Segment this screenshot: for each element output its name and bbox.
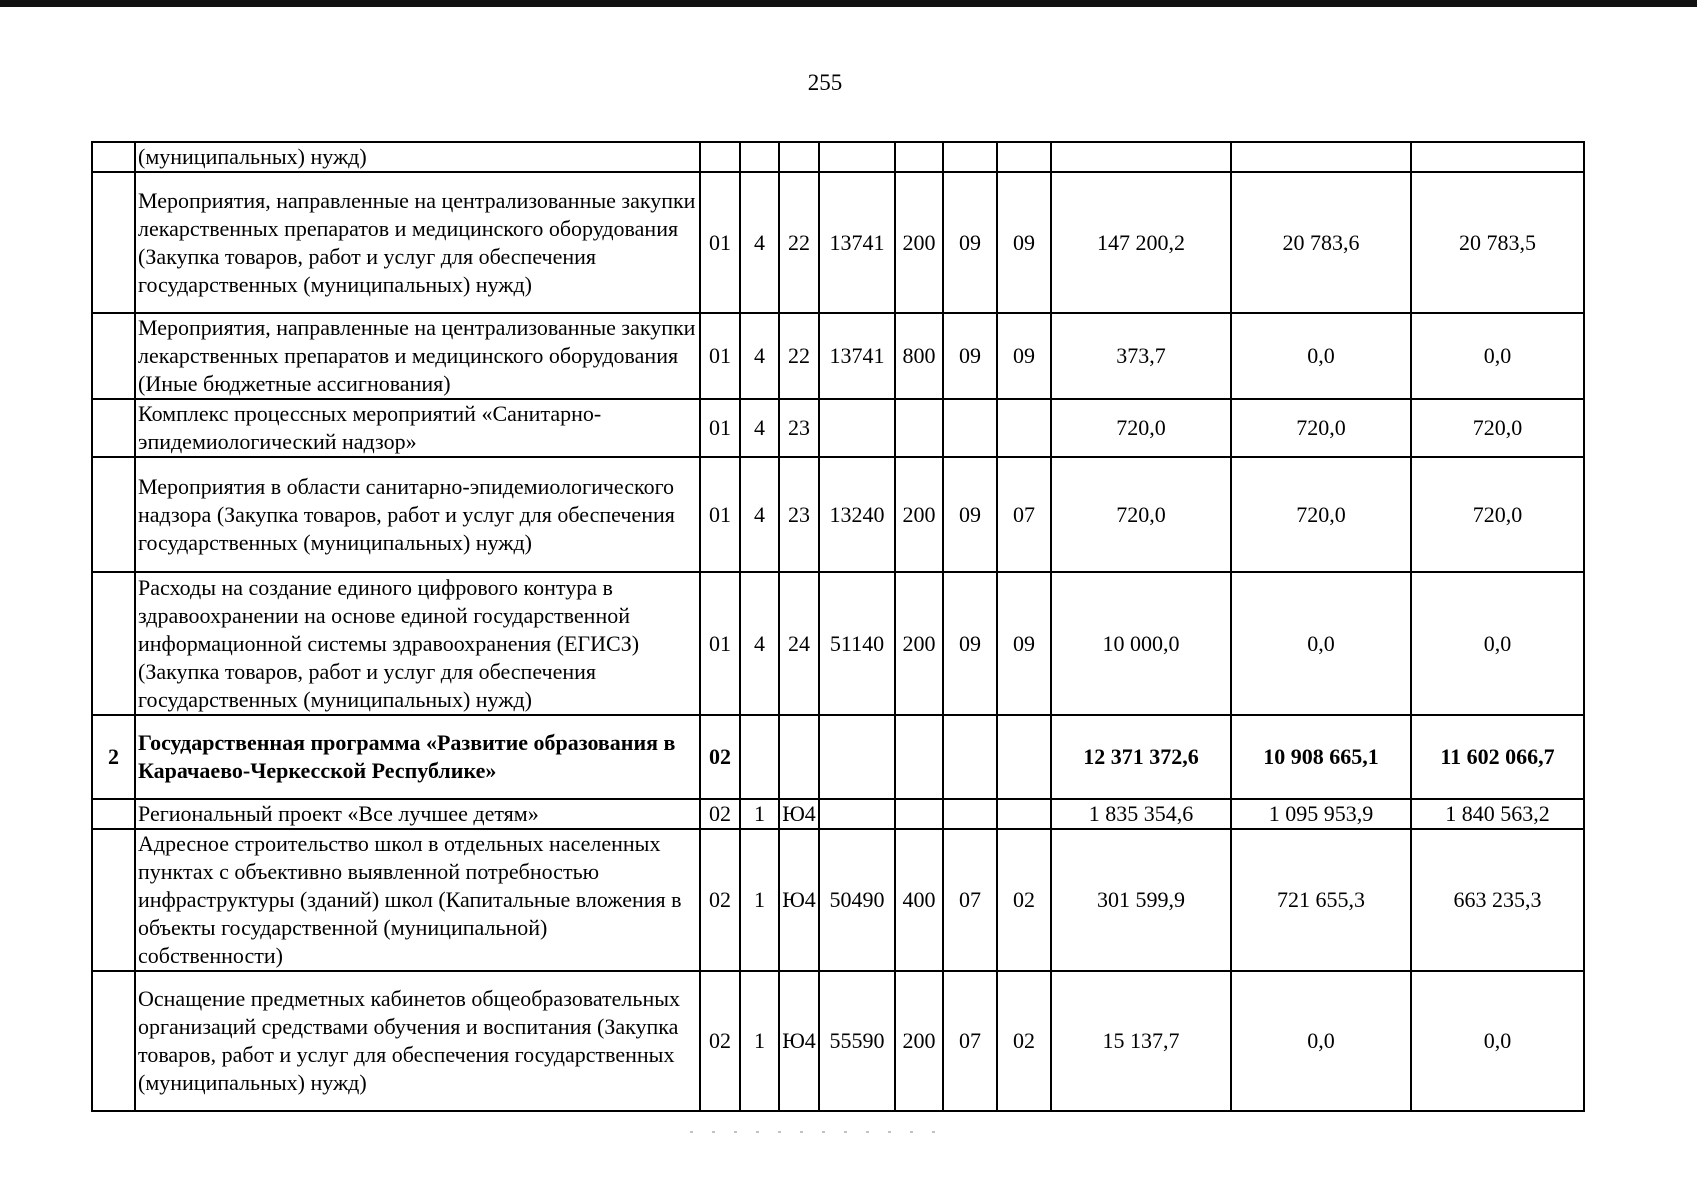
subprogram-code: 1	[740, 829, 779, 971]
subprogram-code: 1	[740, 799, 779, 829]
subsection-code	[997, 799, 1051, 829]
direction-code	[819, 715, 895, 799]
subsection-code: 02	[997, 971, 1051, 1111]
page-number: 255	[807, 70, 843, 95]
table-row	[92, 457, 1584, 572]
direction-code	[819, 799, 895, 829]
row-number	[92, 971, 135, 1111]
direction-code: 13240	[819, 457, 895, 572]
row-number	[92, 172, 135, 313]
scan-top-edge	[0, 0, 1697, 7]
expense-name: (муниципальных) нужд)	[135, 142, 700, 172]
amount-year-2: 10 908 665,1	[1231, 715, 1411, 799]
subprogram-code: 4	[740, 572, 779, 715]
structural-element-code: 22	[779, 172, 819, 313]
amount-year-2: 0,0	[1231, 971, 1411, 1111]
section-code	[943, 715, 997, 799]
direction-code: 50490	[819, 829, 895, 971]
expense-name: Расходы на создание единого цифрового контура в здравоохранении на основе единой государственной информационной системы здравоохранения (ЕГИСЗ) (Закупка товаров, работ и услуг для обеспечения государственных (муниципальных) нужд)	[135, 572, 700, 715]
table-row	[92, 715, 1584, 799]
subprogram-code: 1	[740, 971, 779, 1111]
row-number	[92, 799, 135, 829]
amount-year-3	[1411, 142, 1584, 172]
subprogram-code: 4	[740, 399, 779, 457]
amount-year-3: 720,0	[1411, 457, 1584, 572]
direction-code	[819, 399, 895, 457]
expense-name: Мероприятия в области санитарно-эпидемиологического надзора (Закупка товаров, работ и услуг для обеспечения государственных (муниципальных) нужд)	[135, 457, 700, 572]
section-code	[943, 799, 997, 829]
amount-year-1: 720,0	[1051, 457, 1231, 572]
amount-year-2	[1231, 142, 1411, 172]
program-code: 01	[700, 313, 740, 399]
amount-year-2: 720,0	[1231, 457, 1411, 572]
section-code: 09	[943, 572, 997, 715]
expense-name: Комплекс процессных мероприятий «Санитарно-эпидемиологический надзор»	[135, 399, 700, 457]
structural-element-code	[779, 142, 819, 172]
program-code: 02	[700, 715, 740, 799]
amount-year-2: 0,0	[1231, 572, 1411, 715]
amount-year-3: 663 235,3	[1411, 829, 1584, 971]
amount-year-3: 0,0	[1411, 971, 1584, 1111]
subsection-code: 09	[997, 572, 1051, 715]
expense-name: Региональный проект «Все лучшее детям»	[135, 799, 700, 829]
expense-name: Государственная программа «Развитие образования в Карачаево-Черкесской Республике»	[135, 715, 700, 799]
table-row	[92, 799, 1584, 829]
program-code: 01	[700, 572, 740, 715]
structural-element-code: 22	[779, 313, 819, 399]
structural-element-code: Ю4	[779, 971, 819, 1111]
table-row	[92, 829, 1584, 971]
budget-table	[91, 141, 1585, 1112]
row-number: 2	[92, 715, 135, 799]
section-code: 09	[943, 457, 997, 572]
subsection-code	[997, 142, 1051, 172]
table-row	[92, 142, 1584, 172]
structural-element-code: 23	[779, 457, 819, 572]
scan-noise	[690, 1131, 950, 1133]
expense-name: Адресное строительство школ в отдельных населенных пунктах с объективно выявленной потребностью инфраструктуры (зданий) школ (Капитальные вложения в объекты государственной (муниципальной) собственности)	[135, 829, 700, 971]
amount-year-1: 1 835 354,6	[1051, 799, 1231, 829]
amount-year-2: 20 783,6	[1231, 172, 1411, 313]
amount-year-1: 373,7	[1051, 313, 1231, 399]
amount-year-3: 20 783,5	[1411, 172, 1584, 313]
amount-year-1	[1051, 142, 1231, 172]
amount-year-3: 720,0	[1411, 399, 1584, 457]
subprogram-code: 4	[740, 172, 779, 313]
amount-year-2: 720,0	[1231, 399, 1411, 457]
subsection-code: 07	[997, 457, 1051, 572]
amount-year-2: 0,0	[1231, 313, 1411, 399]
table-row	[92, 971, 1584, 1111]
expense-name: Мероприятия, направленные на централизованные закупки лекарственных препаратов и медицинского оборудования (Иные бюджетные ассигнования)	[135, 313, 700, 399]
program-code: 02	[700, 971, 740, 1111]
amount-year-2: 1 095 953,9	[1231, 799, 1411, 829]
expense-type-code: 200	[895, 457, 943, 572]
table-row	[92, 399, 1584, 457]
amount-year-3: 11 602 066,7	[1411, 715, 1584, 799]
section-code: 07	[943, 971, 997, 1111]
direction-code: 55590	[819, 971, 895, 1111]
subprogram-code: 4	[740, 457, 779, 572]
structural-element-code	[779, 715, 819, 799]
section-code: 07	[943, 829, 997, 971]
program-code: 01	[700, 457, 740, 572]
row-number	[92, 457, 135, 572]
subprogram-code	[740, 715, 779, 799]
amount-year-1: 12 371 372,6	[1051, 715, 1231, 799]
expense-name: Мероприятия, направленные на централизованные закупки лекарственных препаратов и медицинского оборудования (Закупка товаров, работ и услуг для обеспечения государственных (муниципальных) нужд)	[135, 172, 700, 313]
expense-type-code: 800	[895, 313, 943, 399]
expense-type-code	[895, 715, 943, 799]
amount-year-1: 301 599,9	[1051, 829, 1231, 971]
subsection-code: 02	[997, 829, 1051, 971]
structural-element-code: Ю4	[779, 829, 819, 971]
subsection-code	[997, 399, 1051, 457]
section-code: 09	[943, 313, 997, 399]
row-number	[92, 313, 135, 399]
structural-element-code: 23	[779, 399, 819, 457]
section-code	[943, 399, 997, 457]
amount-year-1: 720,0	[1051, 399, 1231, 457]
direction-code	[819, 142, 895, 172]
amount-year-3: 0,0	[1411, 572, 1584, 715]
subsection-code	[997, 715, 1051, 799]
row-number	[92, 829, 135, 971]
structural-element-code: Ю4	[779, 799, 819, 829]
row-number	[92, 142, 135, 172]
subsection-code: 09	[997, 313, 1051, 399]
amount-year-1: 147 200,2	[1051, 172, 1231, 313]
expense-type-code: 200	[895, 172, 943, 313]
expense-type-code: 200	[895, 971, 943, 1111]
section-code	[943, 142, 997, 172]
amount-year-1: 10 000,0	[1051, 572, 1231, 715]
expense-type-code: 400	[895, 829, 943, 971]
program-code: 02	[700, 829, 740, 971]
table-row	[92, 313, 1584, 399]
subprogram-code: 4	[740, 313, 779, 399]
row-number	[92, 572, 135, 715]
amount-year-3: 0,0	[1411, 313, 1584, 399]
table-row	[92, 572, 1584, 715]
amount-year-3: 1 840 563,2	[1411, 799, 1584, 829]
section-code: 09	[943, 172, 997, 313]
table-row	[92, 172, 1584, 313]
program-code: 01	[700, 172, 740, 313]
expense-type-code	[895, 799, 943, 829]
expense-type-code	[895, 399, 943, 457]
subsection-code: 09	[997, 172, 1051, 313]
expense-type-code	[895, 142, 943, 172]
program-code: 01	[700, 399, 740, 457]
program-code: 02	[700, 799, 740, 829]
expense-name: Оснащение предметных кабинетов общеобразовательных организаций средствами обучения и воспитания (Закупка товаров, работ и услуг для обеспечения государственных (муниципальных) нужд)	[135, 971, 700, 1111]
amount-year-2: 721 655,3	[1231, 829, 1411, 971]
expense-type-code: 200	[895, 572, 943, 715]
program-code	[700, 142, 740, 172]
subprogram-code	[740, 142, 779, 172]
structural-element-code: 24	[779, 572, 819, 715]
amount-year-1: 15 137,7	[1051, 971, 1231, 1111]
direction-code: 51140	[819, 572, 895, 715]
row-number	[92, 399, 135, 457]
direction-code: 13741	[819, 313, 895, 399]
direction-code: 13741	[819, 172, 895, 313]
